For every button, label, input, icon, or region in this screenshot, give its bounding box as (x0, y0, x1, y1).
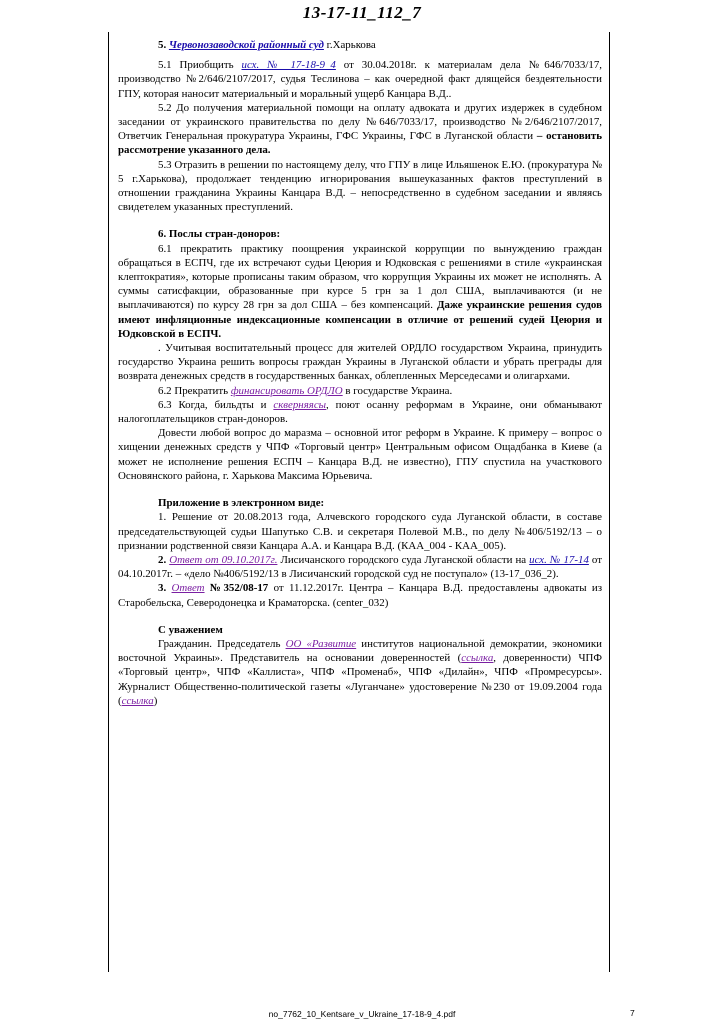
paragraph-text: 5.2 До получения материальной помощи на оплату адвоката и других издержек в судебном заседании от украинского правительства по делу №646/7033/17, производство №2/646/2107/2017, Ответчик Генеральная прокуратура Украины, ГФС Украины, ГФС в Луганской области (118, 101, 602, 143)
footer-filename: no_7762_10_Kentsare_v_Ukraine_17-18-9_4.pdf (268, 1009, 456, 1019)
paragraph-text: Лисичанского городского суда Луганской области на (277, 553, 530, 566)
ref-link-17-18-9-4[interactable]: исх. № 17-18-9_4 (241, 59, 336, 72)
appendix-item-2 (118, 553, 602, 581)
signature-paragraph (118, 637, 602, 708)
ref-link-17-14[interactable]: исх. № 17-14 (529, 553, 589, 566)
paragraph-emphasis: – остановить рассмотрение указанного дела. (118, 130, 602, 157)
paragraph-5-2 (118, 101, 602, 158)
paragraph-6-3 (118, 398, 602, 426)
paragraph-6-1 (118, 242, 602, 341)
court-city: г.Харькова (323, 39, 376, 51)
paragraph-text: , поют осанну реформам в Украине, они обманывают налогоплательщиков стран-доноров. (118, 398, 602, 426)
paragraph-text: 6.1 прекратить практику поощрения украинской коррупции по вынуждению граждан обращаться в ЕСПЧ, где их встречают судьи Цеюрия и Юдковская с решениями в стиле «украинская клептократия», которые прописаны таким образом, что коррупция Украины их может не исполнять. А суммы сатисфакции, образованные при курсе 5 грн за 1 дол США, выплачиваются (и не выплачиваются) по курсу 28 грн за дол США – без компенсаций. (118, 242, 602, 312)
financing-link[interactable]: финансировать ОРДЛО (230, 384, 343, 397)
section-6-heading: 6. Послы стран-доноров: (158, 228, 281, 241)
footer-page-number: 7 (630, 1008, 635, 1018)
skverniasy-link[interactable]: скверняясы (273, 398, 327, 411)
answer-link-352[interactable]: Ответ (171, 582, 205, 595)
reference-link-2[interactable]: ссылка (121, 694, 154, 707)
paragraph-text: Гражданин. Председатель (158, 637, 286, 650)
closing-heading: С уважением (158, 623, 223, 636)
paragraph-6-3-cont: Довести любой вопрос до маразма – основной итог реформ в Украине. К примеру – вопрос о хищении денежных средств у ЧПФ «Торговый центр» Центральным офисом Ощадбанка в Киеве (а может не исполнение решения ЕСПЧ – Канцара В.Д. не известно), ГПУ спустила на участкового Основянского района, г. Харькова Максима Юрьевича. (118, 427, 602, 482)
section-5-number: 5. (158, 39, 169, 51)
reference-link-1[interactable]: ссылка (461, 652, 494, 665)
paragraph-text: 6.3 Когда, бильдты и (158, 398, 274, 411)
appendix-heading: Приложение в электронном виде: (158, 497, 325, 510)
document-id: 13-17-11_112_7 (302, 3, 422, 22)
paragraph-6-2 (118, 384, 602, 398)
organization-link[interactable]: ОО «Развитие (285, 637, 357, 650)
paragraph-text: от 11.12.2017г. Центра – Канцара В.Д. предоставлены адвокаты из Старобельска, Северодонецка и Краматорска. (center_032) (118, 582, 603, 609)
paragraph-emphasis: №352/08-17 (204, 582, 269, 595)
section-5-heading (118, 38, 602, 52)
item-number: 3. (158, 582, 172, 595)
item-number: 2. (158, 553, 170, 566)
paragraph-text: , доверенности) ЧПФ «Торговый центр», ЧПФ «Каллиста», ЧПФ «Променаб», ЧПФ «Дилайн», ЧПФ «Промресурсы». Журналист Общественно-политической газеты «Луганчане» удостоверение №230 от 19.09.2004 года ( (118, 652, 602, 707)
appendix-item-1: 1. Решение от 20.08.2013 года, Алчевского городского суда Луганской области, в составе председательствующей судьи Шапутько С.В. и секретаря Полевой М.В., по делу №406/5192/13 – о признании родственной связи Канцара А.А. и Канцара В.Д. (КАА_004 - КАА_005). (118, 511, 602, 552)
court-link[interactable]: Червонозаводской районный суд (168, 39, 324, 51)
paragraph-text: 6.2 Прекратить (158, 384, 231, 397)
appendix-item-3 (118, 581, 602, 609)
paragraph-emphasis: Даже украинские решения судов имеют инфляционные индексационные компенсации в отличие от решений судей Цеюрия и Юдковской в ЕСПЧ. (118, 299, 602, 340)
paragraph-text: от 30.04.2018г. к материалам дела №646/7033/17, производство №2/646/2107/2017, судья Теслинова – как очередной факт длящейся бездеятельности ГПУ, которая наносит материальный и моральный ущерб Канцара В.Д.. (118, 59, 603, 100)
answer-link-2017-10-09[interactable]: Ответ от 09.10.2017г. (169, 553, 278, 566)
paragraph-text: ) (153, 694, 158, 707)
paragraph-text: 5.1 Приобщить (158, 59, 242, 72)
paragraph-text: институтов национальной демократии, экономики восточной Украины». Представитель на основании доверенностей ( (118, 637, 602, 665)
document-body (118, 38, 602, 708)
paragraph-text: от 04.10.2017г. – «дело №406/5192/13 в Лисичанский городской суд не поступало» (13-17_036_2). (118, 553, 602, 581)
paragraph-6-1-cont: . Учитывая воспитательный процесс для жителей ОРДЛО государством Украина, принудить государство Украина решить вопросы граждан Украины в Луганской области и убрать преграды для возврата денежных средств в государственных банках, облепленных Мерседесами и олигархами. (118, 342, 602, 383)
paragraph-5-1 (118, 58, 602, 101)
paragraph-text: в государстве Украина. (342, 384, 453, 397)
paragraph-5-3: 5.3 Отразить в решении по настоящему делу, что ГПУ в лице Ильяшенок Е.Ю. (прокуратура № 5 г.Харькова), продолжает тенденцию игнорирования вышеуказанных фактов преступлений в отношении гражданина Украины Канцара В.Д. – непосредственно в судебном заседании и являясь свидетелем указанных преступлений. (118, 158, 602, 214)
